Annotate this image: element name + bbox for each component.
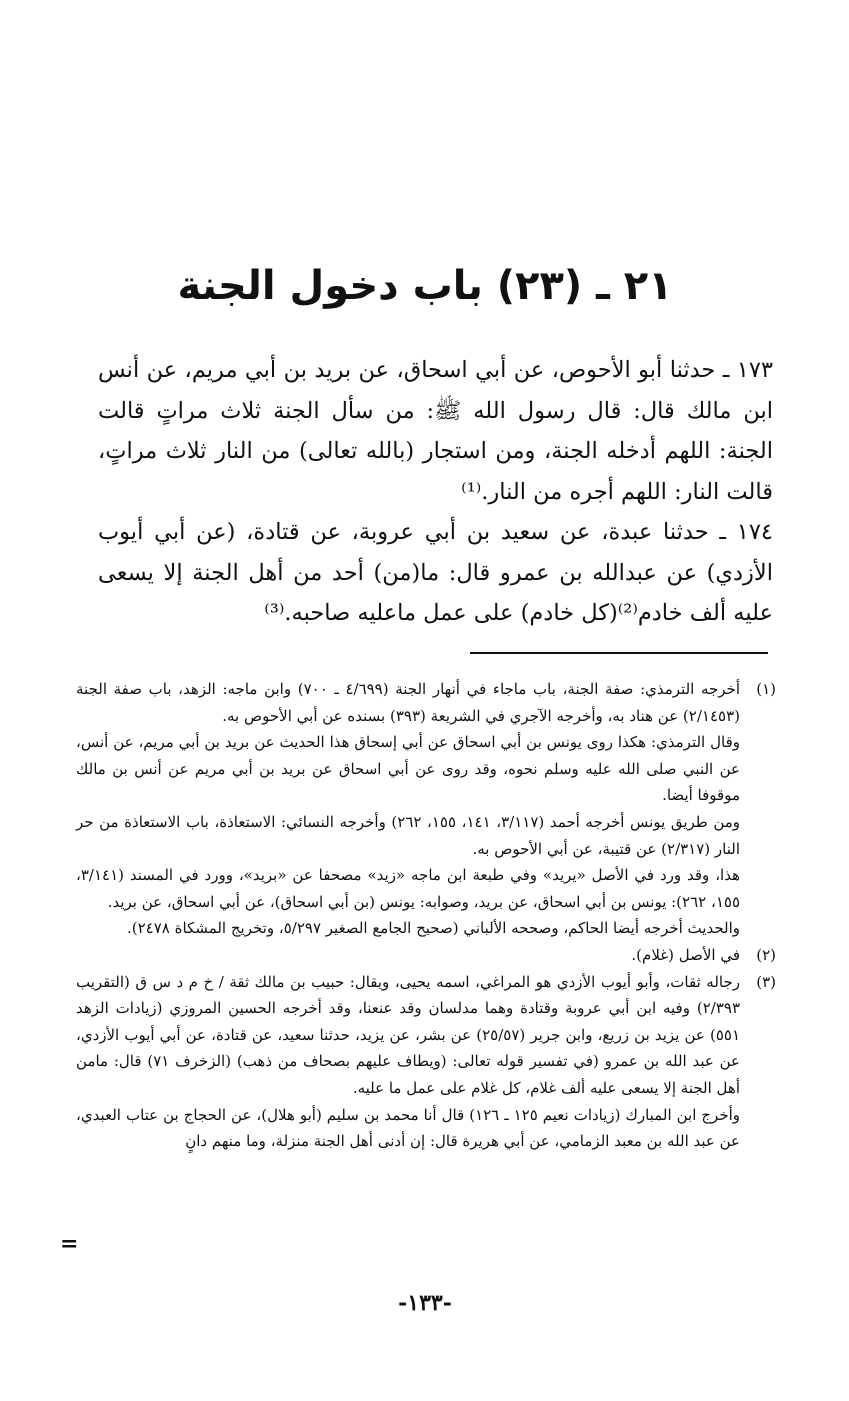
footnote-number: (٣) [756,972,776,991]
continuation-mark: = [60,1231,79,1257]
footnote-text [76,969,740,1155]
footnote-2 [76,942,776,969]
footnote-text [76,676,740,942]
footnote-paragraph: رجاله ثقات، وأبو أيوب الأزدي هو المراغي، اسمه يحيى، ويقال: حبيب بن مالك ثقة / خ م د س ق (التقريب ٢/٣٩٣) وفيه ابن أبي عروبة وقتادة وهما مدلسان وقد عنعنا، وقد أخرجه الحسين المروزي (زيادات الزهد ٥٥١) عن يزيد بن زريع، وابن جرير (٢٥/٥٧) عن بشر، عن يزيد، حدثنا سعيد، عن قتادة، عن أبي أيوب الأزدي، عن عبد الله بن عمرو (في تفسير قوله تعالى: (ويطاف عليهم بصحاف من ذهب) (الزخرف ٧١) قال: مامن أهل الجنة إلا يسعى عليه ألف غلام، كل غلام على عمل ما عليه. [76,972,741,1097]
hadith-173: ١٧٣ ـ حدثنا أبو الأحوص، عن أبي اسحاق، عن بريد بن أبي مريم، عن أنس ابن مالك قال: قال رسول الله ﷺ: من سأل الجنة ثلاث مراتٍ قالت الجنة: اللهم أدخله الجنة، ومن استجار (بالله تعالى) من النار ثلاث مراتٍ، قالت النار: اللهم أجره من النار.⁽¹⁾ [98,357,773,505]
footnote-paragraph: وقال الترمذي: هكذا روى يونس بن أبي اسحاق عن أبي إسحاق هذا الحديث عن بريد بن أبي مريم، عن أنس، عن النبي صلى الله عليه وسلم نحوه، وقد روى عن أبي اسحاق عن بريد بن أبي مريم عن أنس بن مالك موقوفا أيضا. [76,733,740,805]
footnote-number: (١) [756,680,776,698]
footnote-separator [470,652,768,654]
footnote-number: (٢) [756,945,776,964]
footnote-1 [76,676,776,942]
footnote-paragraph: أخرجه الترمذي: صفة الجنة، باب ماجاء في أنهار الجنة (٤/٦٩٩ ـ ٧٠٠) وابن ماجه: الزهد، باب صفة الجنة (٢/١٤٥٣) عن هناد به، وأخرجه الآجري في الشريعة (٣٩٣) بسنده عن أبي الأحوص به. [76,680,740,725]
footnote-paragraph: في الأصل (غلام). [631,945,740,964]
footnotes [76,676,776,1155]
chapter-title: ٢١ ـ (٢٣) باب دخول الجنة [177,263,673,309]
footnote-paragraph: والحديث أخرجه أيضا الحاكم، وصححه الألباني (صحيح الجامع الصغير ٥/٢٩٧، وتخريج المشكاة ٢٤٧٨). [126,919,740,938]
footnote-paragraph: وأخرج ابن المبارك (زيادات نعيم ١٢٥ ـ ١٢٦) قال أنا محمد بن سليم (أبو هلال)، عن الحجاج بن عتاب العبدي، عن عبد الله بن معبد الزمامي، عن أبي هريرة قال: إن أدنى أهل الجنة منزلة، وما منهم دانٍ [76,1105,741,1151]
footnote-text [76,942,740,969]
page-number: -١٣٣- [398,1290,452,1316]
footnote-paragraph: هذا، وقد ورد في الأصل «يريد» وفي طبعة ابن ماجه «زيد» مصحفا عن «بريد»، وورد في المسند (٣/١٤١، ١٥٥، ٢٦٢): يونس بن أبي اسحاق، عن بريد، وصوابه: يونس (بن أبي اسحاق)، عن أبي اسحاق، عن بريد. [76,866,740,911]
main-text [98,350,773,634]
footnote-3 [76,969,776,1155]
footnote-paragraph: ومن طريق يونس أخرجه أحمد (٣/١١٧، ١٤١، ١٥٥، ٢٦٢) وأخرجه النسائي: الاستعاذة، باب الاستعاذة من حر النار (٢/٣١٧) عن قتيبة، عن أبي الأحوص به. [76,812,741,858]
hadith-174: ١٧٤ ـ حدثنا عبدة، عن سعيد بن أبي عروبة، عن قتادة، (عن أبي أيوب الأزدي) عن عبدالله بن عمرو قال: ما(من) أحد من أهل الجنة إلا يسعى عليه ألف خادم⁽²⁾(كل خادم) على عمل ماعليه صاحبه.⁽³⁾ [98,519,773,626]
